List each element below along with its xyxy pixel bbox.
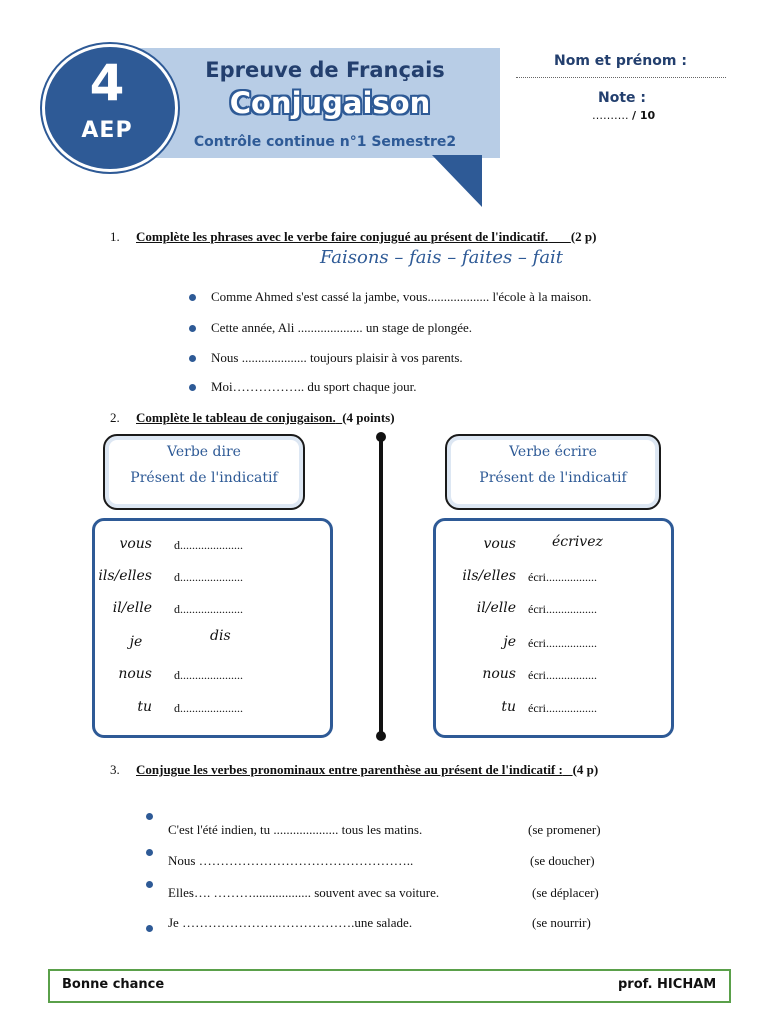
verb-form-input[interactable]: d..................... <box>174 701 243 715</box>
table-row <box>82 699 243 716</box>
verb-form-input[interactable]: d..................... <box>174 602 243 616</box>
question-points: (4 points) <box>342 410 395 425</box>
verb-form-input[interactable]: écri................. <box>528 668 597 682</box>
sentence-2[interactable]: Cette année, Ali .................... un stage de plongée. <box>211 320 473 335</box>
bullet-icon <box>189 355 196 362</box>
bullet-icon <box>146 925 153 932</box>
pronoun: il/elle <box>476 600 516 616</box>
bullet-icon <box>189 294 196 301</box>
left-table-header <box>103 434 305 510</box>
pronoun: vous <box>483 536 516 552</box>
verb-form-input[interactable]: écri................. <box>528 636 597 650</box>
pronoun: nous <box>482 666 516 682</box>
verb-form-input[interactable]: d..................... <box>174 538 243 552</box>
table-row <box>82 666 243 683</box>
verb-hint: (se déplacer) <box>532 885 599 900</box>
exam-subject: Conjugaison <box>229 86 431 120</box>
pronoun: tu <box>501 699 516 715</box>
right-tense: Présent de l'indicatif <box>479 470 627 486</box>
pronoun: tu <box>137 699 152 715</box>
bullet-icon <box>146 881 153 888</box>
bullet-icon <box>189 325 196 332</box>
footer-left: Bonne chance <box>62 977 165 992</box>
question-points: (2 p) <box>570 229 597 244</box>
sentence-1[interactable]: C'est l'été indien, tu .................... tous les matins. <box>168 822 423 837</box>
bullet-icon <box>189 384 196 391</box>
table-row <box>446 536 603 552</box>
table-row <box>446 600 597 617</box>
bullet-icon <box>146 849 153 856</box>
verb-hint: (se promener) <box>528 822 601 837</box>
divider-bottom-dot <box>376 731 386 741</box>
question-2-heading <box>110 410 395 426</box>
verb-form-example: dis <box>210 628 231 644</box>
question-number: 1. <box>110 229 120 244</box>
grade-number: 4 <box>89 54 125 112</box>
table-row <box>82 628 231 650</box>
exam-subtitle: Contrôle continue n°1 Semestre2 <box>193 134 457 150</box>
table-row <box>82 536 243 553</box>
table-row <box>446 634 597 651</box>
question-number: 2. <box>110 410 120 425</box>
table-row <box>446 699 597 716</box>
question-text: Conjugue les verbes pronominaux entre parenthèse au présent de l'indicatif : <box>136 762 563 777</box>
pronoun: vous <box>119 536 152 552</box>
pronoun: je <box>503 634 516 650</box>
question-points: (4 p) <box>572 762 599 777</box>
column-divider <box>379 438 383 736</box>
sentence-3[interactable]: Nous .................... toujours plaisir à vos parents. <box>211 350 463 365</box>
pronoun: nous <box>118 666 152 682</box>
sentence-2[interactable]: Nous ………………………………………….. <box>168 853 414 868</box>
left-verb: Verbe dire <box>167 444 241 460</box>
right-verb: Verbe écrire <box>509 444 597 460</box>
question-text: Complète le tableau de conjugaison. <box>136 410 336 425</box>
banner-fold <box>432 155 482 207</box>
table-row <box>82 600 243 617</box>
exam-title: Epreuve de Français <box>205 58 445 82</box>
bullet-icon <box>146 813 153 820</box>
sentence-4[interactable]: Moi…………….. du sport chaque jour. <box>211 379 417 394</box>
sentence-3[interactable]: Elles…. ……….................. souvent avec sa voiture. <box>168 885 440 900</box>
sentence-4[interactable]: Je ………………………………….une salade. <box>168 915 413 930</box>
pronoun: ils/elles <box>462 568 516 584</box>
verb-hint: (se nourrir) <box>532 915 591 930</box>
right-table-header <box>445 434 661 510</box>
pronoun: je <box>129 634 143 650</box>
question-number: 3. <box>110 762 120 777</box>
note-label: Note : <box>598 90 646 106</box>
verb-form-input[interactable]: écri................. <box>528 602 597 616</box>
verb-form-input[interactable]: écri................. <box>528 570 597 584</box>
table-row <box>446 666 597 683</box>
verb-hint: (se doucher) <box>530 853 595 868</box>
score-total: / 10 <box>632 109 656 122</box>
score-field[interactable] <box>592 109 655 122</box>
verb-choices: Faisons – fais – faites – fait <box>320 247 564 268</box>
verb-form-example: écrivez <box>552 534 603 550</box>
left-tense: Présent de l'indicatif <box>130 470 278 486</box>
table-row <box>446 568 597 585</box>
question-text: Complète les phrases avec le verbe faire conjugué au présent de l'indicatif. <box>136 229 549 244</box>
verb-form-input[interactable]: écri................. <box>528 701 597 715</box>
question-3-heading <box>110 762 598 778</box>
pronoun: il/elle <box>112 600 152 616</box>
name-field[interactable] <box>516 77 726 78</box>
sentence-1[interactable]: Comme Ahmed s'est cassé la jambe, vous................... l'école à la maison. <box>211 289 592 304</box>
score-dots: ………. <box>592 109 629 122</box>
table-row <box>82 568 243 585</box>
verb-form-input[interactable]: d..................... <box>174 570 243 584</box>
pronoun: ils/elles <box>98 568 152 584</box>
name-label: Nom et prénom : <box>554 53 687 69</box>
grade-level: AEP <box>81 118 133 143</box>
question-1-heading <box>110 229 596 245</box>
footer-right: prof. HICHAM <box>618 977 717 992</box>
verb-form-input[interactable]: d..................... <box>174 668 243 682</box>
